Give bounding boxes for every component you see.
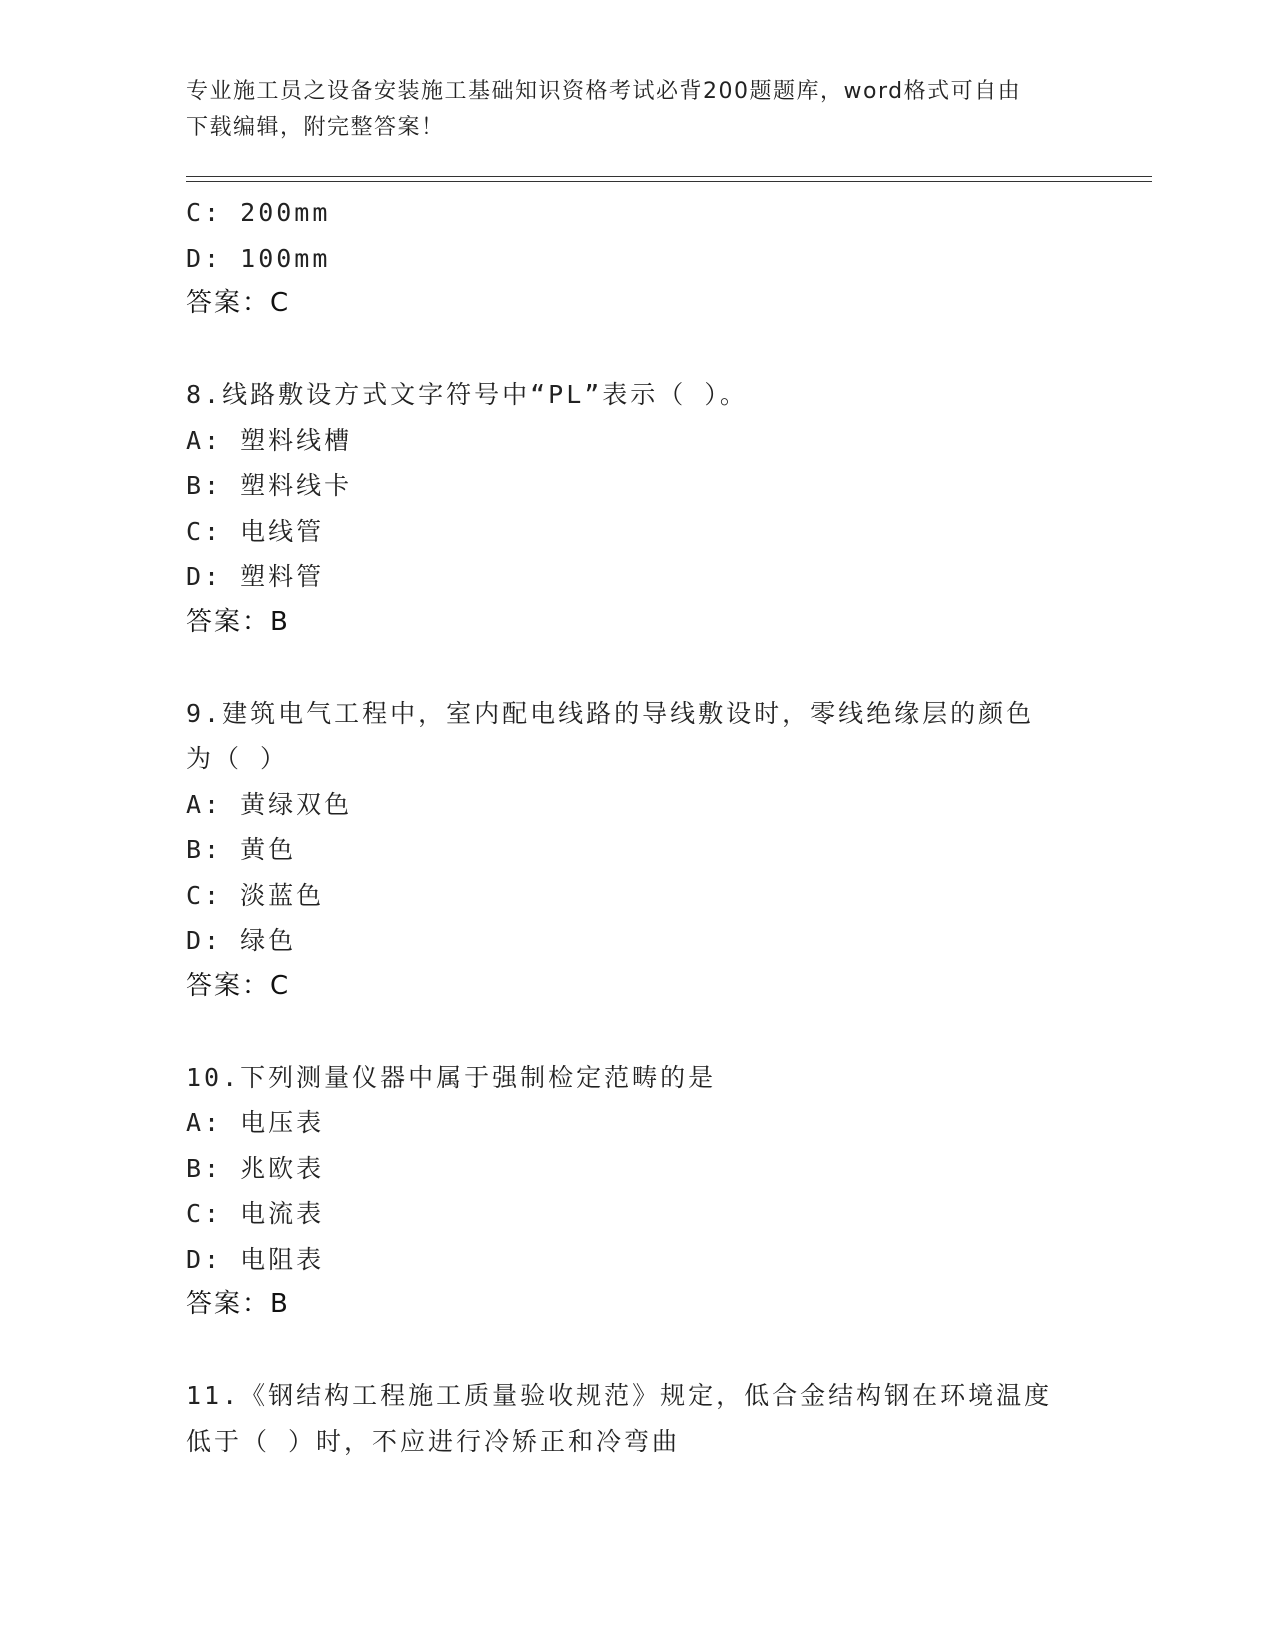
question-10 (186, 1055, 1086, 1328)
question-8 (186, 372, 1086, 645)
question-stem: 8.线路敷设方式文字符号中“PL”表示（ ）。 (186, 380, 748, 409)
answer: 答案：B (186, 1289, 290, 1319)
option-b: B: 塑料线卡 (186, 471, 353, 500)
option-a: A: 塑料线槽 (186, 425, 353, 455)
option-c: C: 200mm (186, 198, 331, 227)
header-divider-top (186, 176, 1152, 177)
document-header (186, 74, 1086, 146)
option-c: C: 电线管 (186, 516, 325, 546)
header-line-2: 下载编辑，附完整答案！ (186, 115, 445, 140)
question-9 (186, 691, 1086, 1010)
question-stem: 10.下列测量仪器中属于强制检定范畴的是 (186, 1062, 717, 1092)
answer: 答案：C (186, 970, 291, 1001)
spacer (186, 1009, 1086, 1055)
spacer (186, 645, 1086, 691)
header-line-1: 专业施工员之设备安装施工基础知识资格考试必背200题题库，word格式可自由 (186, 79, 1022, 104)
question-7-tail (186, 190, 1086, 327)
option-d: D: 塑料管 (186, 562, 325, 591)
question-stem-line-2: 为（ ） (186, 744, 289, 773)
option-a: A: 黄绿双色 (186, 789, 353, 819)
option-b: B: 黄色 (186, 835, 297, 864)
option-c: C: 淡蓝色 (186, 880, 325, 910)
spacer (186, 327, 1086, 373)
option-c: C: 电流表 (186, 1199, 325, 1228)
option-d: D: 电阻表 (186, 1244, 325, 1274)
header-divider-bottom (186, 181, 1152, 182)
question-list (186, 190, 1086, 1464)
question-11 (186, 1373, 1086, 1464)
option-b: B: 兆欧表 (186, 1153, 325, 1183)
answer: 答案：B (186, 606, 290, 637)
spacer (186, 1328, 1086, 1374)
question-stem-line-2: 低于（ ）时，不应进行冷矫正和冷弯曲 (186, 1426, 681, 1456)
option-a: A: 电压表 (186, 1108, 325, 1137)
question-stem-line-1: 11.《钢结构工程施工质量验收规范》规定，低合金结构钢在环境温度 (186, 1381, 1053, 1410)
option-d: D: 100mm (186, 243, 331, 273)
question-stem-line-1: 9.建筑电气工程中，室内配电线路的导线敷设时，零线绝缘层的颜色 (186, 698, 1035, 728)
option-d: D: 绿色 (186, 926, 297, 955)
answer: 答案：C (186, 288, 291, 318)
